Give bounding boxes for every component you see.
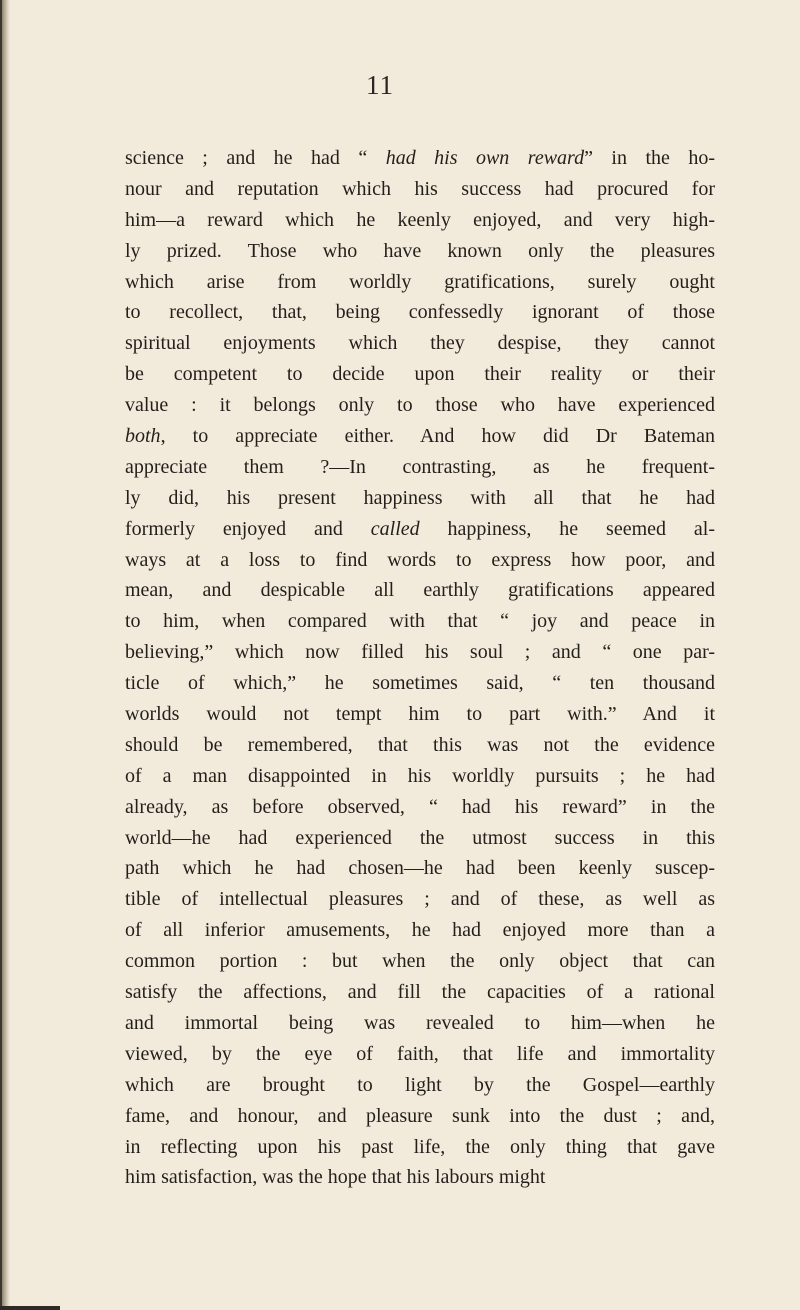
text-segment: worlds would not tempt him to part with.” And it	[125, 703, 715, 726]
text-line	[125, 267, 715, 298]
text-line	[125, 946, 715, 977]
text-line	[125, 1101, 715, 1132]
text-line	[125, 699, 715, 730]
text-segment: of a man disappointed in his worldly pursuits ; he had	[125, 764, 715, 787]
text-line	[125, 730, 715, 761]
text-line	[125, 297, 715, 328]
text-line	[125, 823, 715, 854]
text-segment: satisfy the affections, and fill the capacities of a rational	[125, 981, 715, 1004]
text-segment: and immortal being was revealed to him—when he	[125, 1011, 715, 1034]
text-segment: already, as before observed, “ had his reward” in the	[125, 795, 715, 818]
text-segment: ticle of which,” he sometimes said, “ ten thousand	[125, 672, 715, 695]
text-segment: spiritual enjoyments which they despise, they cannot	[125, 332, 715, 355]
italic-text: called	[370, 517, 420, 540]
text-segment: in reflecting upon his past life, the only thing that gave	[125, 1135, 715, 1158]
text-segment: path which he had chosen—he had been keenly suscep-	[125, 857, 715, 880]
text-line	[125, 421, 715, 452]
text-segment: to him, when compared with that “ joy and peace in	[125, 610, 715, 633]
text-line	[125, 174, 715, 205]
text-line	[125, 328, 715, 359]
text-line	[125, 452, 715, 483]
text-segment: world—he had experienced the utmost success in this	[125, 826, 715, 849]
text-segment: viewed, by the eye of faith, that life and immortality	[125, 1042, 715, 1065]
text-line	[125, 915, 715, 946]
text-segment: science ; and he had “	[125, 147, 386, 169]
text-line	[125, 668, 715, 699]
text-line	[125, 205, 715, 236]
text-line	[125, 792, 715, 823]
binding-edge-line	[0, 0, 2, 1310]
text-segment: ly prized. Those who have known only the pleasures	[125, 239, 715, 262]
text-line	[125, 761, 715, 792]
text-segment: him satisfaction, was the hope that his labours might	[125, 1166, 546, 1189]
text-segment: common portion : but when the only object that can	[125, 950, 715, 973]
text-segment: tible of intellectual pleasures ; and of these, as well as	[125, 888, 715, 911]
text-segment: appreciate them ?—In contrasting, as he frequent-	[125, 455, 715, 478]
text-line	[125, 853, 715, 884]
text-line	[125, 1162, 715, 1193]
text-line	[125, 1008, 715, 1039]
text-line	[125, 545, 715, 576]
text-segment: ways at a loss to find words to express how poor, and	[125, 548, 715, 571]
text-segment: of all inferior amusements, he had enjoyed more than a	[125, 919, 715, 942]
body-text	[125, 143, 715, 1193]
text-segment: which arise from worldly gratifications, surely ought	[125, 270, 715, 293]
text-line	[125, 884, 715, 915]
text-line	[125, 637, 715, 668]
text-segment: happiness, he seemed al-	[419, 517, 715, 540]
text-segment: fame, and honour, and pleasure sunk into the dust ; and,	[125, 1104, 715, 1127]
text-line	[125, 1039, 715, 1070]
text-line	[125, 359, 715, 390]
text-segment: should be remembered, that this was not the evidence	[125, 733, 715, 756]
text-segment: formerly enjoyed and	[125, 517, 371, 540]
italic-text: had his own reward	[385, 147, 585, 169]
text-segment: nour and reputation which his success had procured for	[125, 177, 715, 200]
text-segment: which are brought to light by the Gospel—earthly	[125, 1073, 715, 1096]
text-line	[125, 1132, 715, 1163]
text-line	[125, 606, 715, 637]
page-bottom-edge	[0, 1306, 60, 1310]
page-number: 11	[366, 70, 394, 100]
text-segment: to recollect, that, being confessedly ignorant of those	[125, 301, 715, 324]
text-line	[125, 977, 715, 1008]
text-segment: value : it belongs only to those who have experienced	[125, 394, 715, 417]
text-line	[125, 483, 715, 514]
text-line	[125, 575, 715, 606]
text-segment: be competent to decide upon their reality or their	[125, 363, 715, 386]
text-segment: mean, and despicable all earthly gratifications appeared	[125, 579, 715, 602]
text-line	[125, 514, 715, 545]
text-line	[125, 143, 715, 174]
text-segment: believing,” which now filled his soul ; and “ one par-	[125, 641, 715, 664]
text-segment: ” in the ho-	[584, 147, 715, 169]
text-line	[125, 390, 715, 421]
text-segment: ly did, his present happiness with all that he had	[125, 486, 715, 509]
text-segment: , to appreciate either. And how did Dr Bateman	[160, 425, 715, 448]
text-line	[125, 236, 715, 267]
text-line	[125, 1070, 715, 1101]
italic-text: both	[125, 425, 161, 448]
text-segment: him—a reward which he keenly enjoyed, and very high-	[125, 208, 715, 231]
